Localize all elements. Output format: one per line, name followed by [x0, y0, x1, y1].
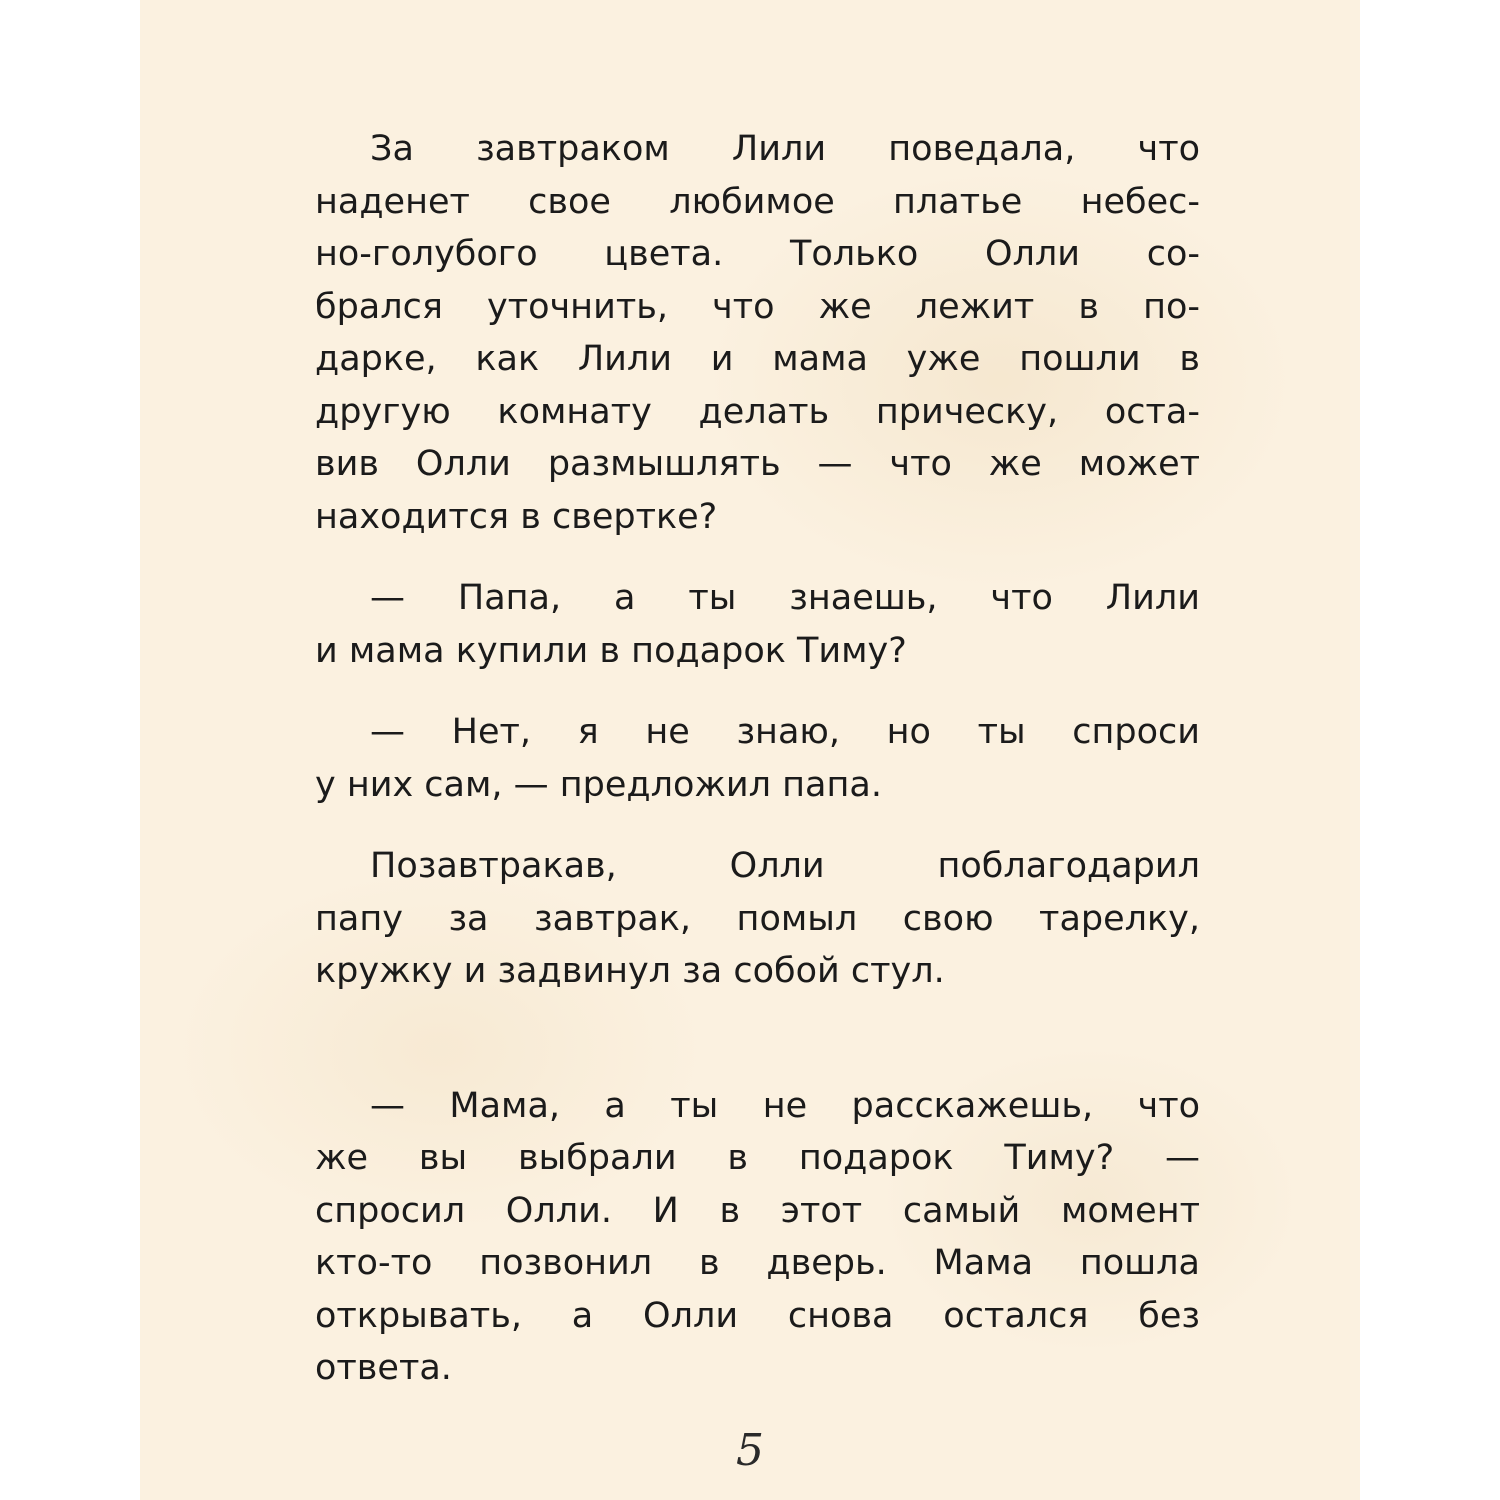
- text-line: дарке, как Лили и мама уже пошли в: [315, 339, 1200, 379]
- text-line: находится в свертке?: [315, 496, 718, 537]
- text-line: За завтраком Лили поведала, что: [370, 129, 1200, 169]
- page-number: 5: [736, 1425, 764, 1476]
- text-line: другую комнату делать прическу, оста-: [315, 391, 1200, 432]
- text-line: — Мама, а ты не расскажешь, что: [370, 1085, 1200, 1126]
- text-line: у них сам, — предложил папа.: [315, 764, 882, 805]
- text-line: кто-то позвонил в дверь. Мама пошла: [315, 1243, 1200, 1283]
- paragraph-5: [315, 1080, 1200, 1395]
- paragraph-2: [315, 572, 1200, 677]
- paragraph-1: [315, 123, 1200, 543]
- text-line: папу за завтрак, помыл свою тарелку,: [315, 898, 1200, 939]
- text-line: Позавтракав, Олли поблагодарил: [370, 846, 1200, 886]
- text-line: же вы выбрали в подарок Тиму? —: [315, 1138, 1200, 1178]
- text-line: ответа.: [315, 1348, 452, 1388]
- text-line: — Нет, я не знаю, но ты спроси: [370, 712, 1200, 752]
- text-line: вив Олли размышлять — что же может: [315, 444, 1200, 484]
- text-line: открывать, а Олли снова остался без: [315, 1295, 1200, 1336]
- text-line: наденет свое любимое платье небес-: [315, 181, 1200, 222]
- text-line: брался уточнить, что же лежит в по-: [315, 286, 1200, 327]
- paragraph-3: [315, 706, 1200, 811]
- paragraph-4: [315, 840, 1200, 998]
- text-line: спросил Олли. И в этот самый момент: [315, 1190, 1200, 1231]
- book-page: [140, 0, 1360, 1500]
- page-text: [315, 123, 1200, 1395]
- text-line: но-голубого цвета. Только Олли со-: [315, 234, 1200, 274]
- text-line: и мама купили в подарок Тиму?: [315, 630, 907, 671]
- text-line: — Папа, а ты знаешь, что Лили: [370, 578, 1200, 618]
- text-line: кружку и задвинул за собой стул.: [315, 951, 945, 991]
